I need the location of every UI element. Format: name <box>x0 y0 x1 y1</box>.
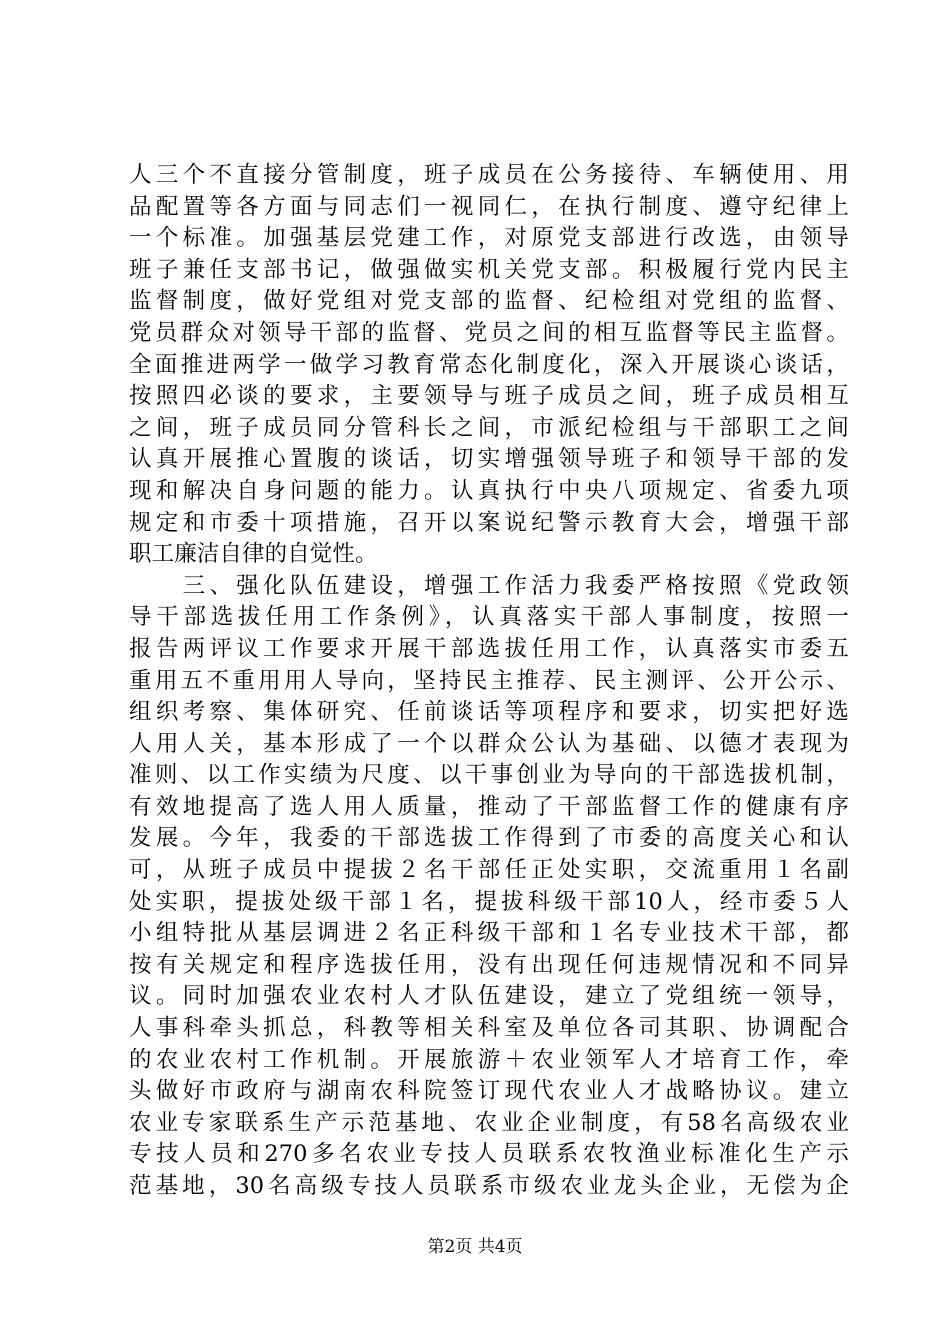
text-line: 导干部选拔任用工作条例》，认真落实干部人事制度，按照一 <box>129 604 849 631</box>
text-line: 人三个不直接分管制度，班子成员在公务接待、车辆使用、用 <box>129 162 849 188</box>
text-line: 小组特批从基层调进２名正科级干部和１名专业技术干部，都 <box>129 920 849 947</box>
text-line: 班子兼任支部书记，做强做实机关党支部。积极履行党内民主 <box>129 256 849 283</box>
text-line: 有效地提高了选人用人质量，推动了干部监督工作的健康有序 <box>129 793 849 820</box>
text-line: 规定和市委十项措施，召开以案说纪警示教育大会，增强干部 <box>129 509 849 536</box>
text-line: 三、强化队伍建设，增强工作活力我委严格按照《党政领 <box>129 572 849 599</box>
text-line: 认真开展推心置腹的谈话，切实增强领导班子和领导干部的发 <box>129 446 849 473</box>
text-line: 可，从班子成员中提拔２名干部任正处实职，交流重用１名副 <box>129 857 849 884</box>
text-line: 全面推进两学一做学习教育常态化制度化，深入开展谈心谈话， <box>129 351 849 378</box>
text-line: 发展。今年，我委的干部选拔工作得到了市委的高度关心和认 <box>129 825 849 852</box>
text-line: 重用五不重用用人导向，坚持民主推荐、民主测评、公开公示、 <box>129 667 849 694</box>
text-line: 专技人员和270多名农业专技人员联系农牧渔业标准化生产示 <box>129 1141 849 1168</box>
text-line: 党员群众对领导干部的监督、党员之间的相互监督等民主监督。 <box>129 319 849 346</box>
text-line: 处实职，提拔处级干部１名，提拔科级干部10人，经市委５人 <box>129 888 849 915</box>
text-line: 农业专家联系生产示范基地、农业企业制度，有58名高级农业 <box>129 1109 849 1136</box>
text-line: 人用人关，基本形成了一个以群众公认为基础、以德才表现为 <box>129 730 849 757</box>
text-line: 监督制度，做好党组对党支部的监督、纪检组对党组的监督、 <box>129 288 849 315</box>
text-line: 报告两评议工作要求开展干部选拔任用工作，认真落实市委五 <box>129 635 849 662</box>
text-line: 范基地，30名高级专技人员联系市级农业龙头企业，无偿为企 <box>129 1173 849 1199</box>
text-line: 按照四必谈的要求，主要领导与班子成员之间，班子成员相互 <box>129 383 849 410</box>
text-line: 人事科牵头抓总，科教等相关科室及单位各司其职、协调配合 <box>129 1015 849 1042</box>
page-footer: 第2页 共4页 <box>427 1237 523 1257</box>
text-line: 一个标准。加强基层党建工作，对原党支部进行改选，由领导 <box>129 225 849 252</box>
text-line: 组织考察、集体研究、任前谈话等项程序和要求，切实把好选 <box>129 699 849 726</box>
text-line: 品配置等各方面与同志们一视同仁，在执行制度、遵守纪律上 <box>129 193 849 220</box>
text-line: 现和解决自身问题的能力。认真执行中央八项规定、省委九项 <box>129 477 849 504</box>
text-line: 准则、以工作实绩为尺度、以干事创业为导向的干部选拔机制， <box>129 762 849 789</box>
text-line: 之间，班子成员同分管科长之间，市派纪检组与干部职工之间 <box>129 414 849 441</box>
body-text <box>129 160 849 1203</box>
text-line: 议。同时加强农业农村人才队伍建设，建立了党组统一领导， <box>129 983 849 1010</box>
text-line: 的农业农村工作机制。开展旅游＋农业领军人才培育工作，牵 <box>129 1046 849 1073</box>
text-line: 按有关规定和程序选拔任用，没有出现任何违规情况和不同异 <box>129 951 849 978</box>
text-line: 职工廉洁自律的自觉性。 <box>129 541 378 568</box>
text-line: 头做好市政府与湖南农科院签订现代农业人才战略协议。建立 <box>129 1078 849 1105</box>
